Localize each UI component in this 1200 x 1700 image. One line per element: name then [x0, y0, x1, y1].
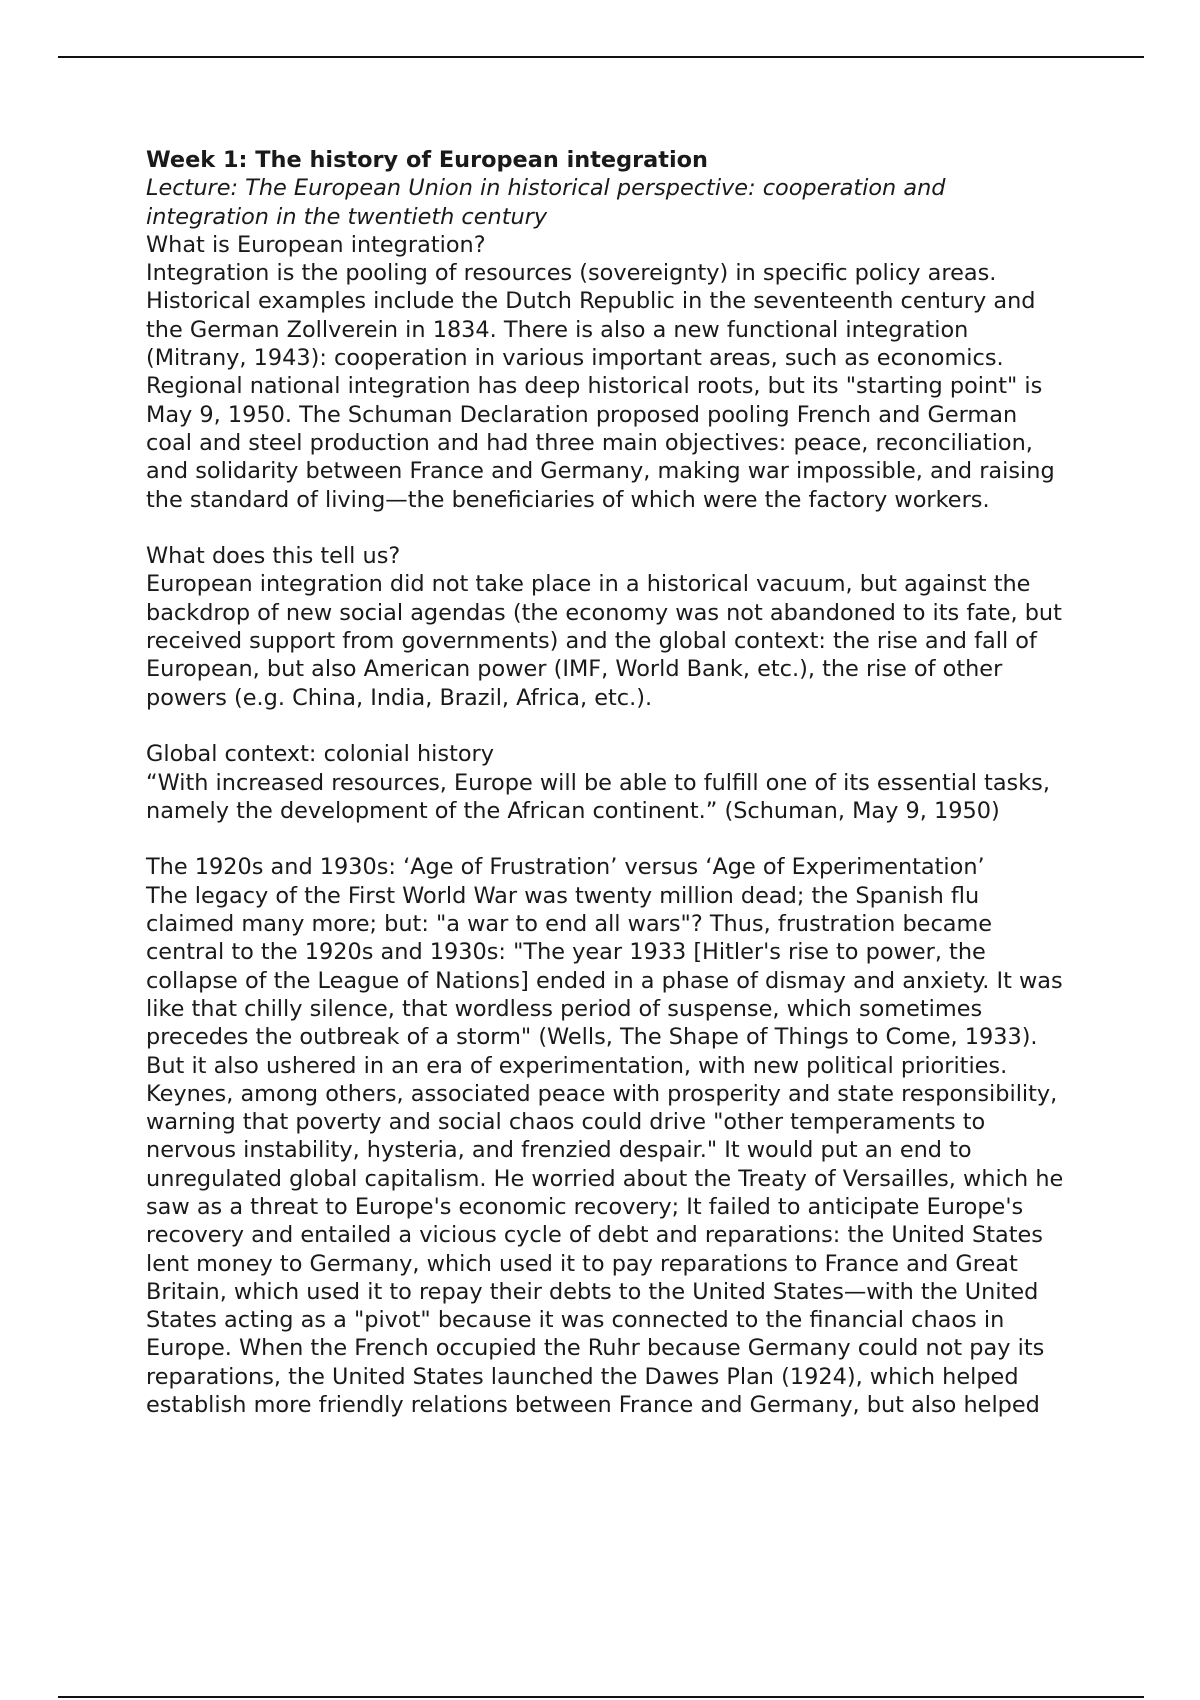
- section-heading: What does this tell us?: [146, 543, 401, 570]
- section-paragraph: Integration is the pooling of resources (sovereignty) in specific policy areas. Historical examples include the Dutch Republic in the seventeenth century and the German Zollverein in 1834. There is also a new functional integration (Mitrany, 1943): cooperation in various important areas, such as economics. Regional national integration has deep historical roots, but its "starting point" is May 9, 1950. The Schuman Declaration proposed pooling French and German coal and steel production and had three main objectives: peace, reconciliation, and solidarity between France and Germany, making war impossible, and raising the standard of living—the beneficiaries of which were the factory workers.: [146, 260, 1055, 513]
- section-heading: The 1920s and 1930s: ‘Age of Frustration’ versus ‘Age of Experimentation’: [146, 854, 985, 881]
- lecture-subtitle: Lecture: The European Union in historical perspective: cooperation and integration in the twentieth century: [146, 175, 946, 230]
- paragraph-gap: [146, 825, 1066, 853]
- document-body: [146, 146, 1066, 1419]
- paragraph-gap: [146, 514, 1066, 542]
- section-paragraph: The legacy of the First World War was twenty million dead; the Spanish flu claimed many more; but: "a war to end all wars"? Thus, frustration became central to the 1920s and 1930s: "The year 1933 [Hitler's rise to power, the collapse of the League of Nations] ended in a phase of dismay and anxiety. It was like that chilly silence, that wordless period of suspense, which sometimes precedes the outbreak of a storm" (Wells, The Shape of Things to Come, 1933). But it also ushered in an era of experimentation, with new political priorities. Keynes, among others, associated peace with prosperity and state responsibility, warning that poverty and social chaos could drive "other temperaments to nervous instability, hysteria, and frenzied despair." It would put an end to unregulated global capitalism. He worried about the Treaty of Versailles, which he saw as a threat to Europe's economic recovery; It failed to anticipate Europe's recovery and entailed a vicious cycle of debt and reparations: the United States lent money to Germany, which used it to pay reparations to France and Great Britain, which used it to repay their debts to the United States—with the United States acting as a "pivot" because it was connected to the financial chaos in Europe. When the French occupied the Ruhr because Germany could not pay its reparations, the United States launched the Dawes Plan (1924), which helped establish more friendly relations between France and Germany, but also helped: [146, 882, 1064, 1419]
- document-title: Week 1: The history of European integration: [146, 147, 708, 173]
- bottom-divider: [58, 1696, 1144, 1698]
- paragraph-gap: [146, 712, 1066, 740]
- section-paragraph: European integration did not take place in a historical vacuum, but against the backdrop of new social agendas (the economy was not abandoned to its fate, but received support from governments) and the global context: the rise and fall of European, but also American power (IMF, World Bank, etc.), the rise of other powers (e.g. China, India, Brazil, Africa, etc.).: [146, 571, 1062, 711]
- section-heading: What is European integration?: [146, 231, 486, 258]
- section-heading: Global context: colonial history: [146, 741, 495, 768]
- section-paragraph: “With increased resources, Europe will be able to fulfill one of its essential tasks, namely the development of the African continent.” (Schuman, May 9, 1950): [146, 769, 1050, 824]
- top-divider: [58, 56, 1144, 58]
